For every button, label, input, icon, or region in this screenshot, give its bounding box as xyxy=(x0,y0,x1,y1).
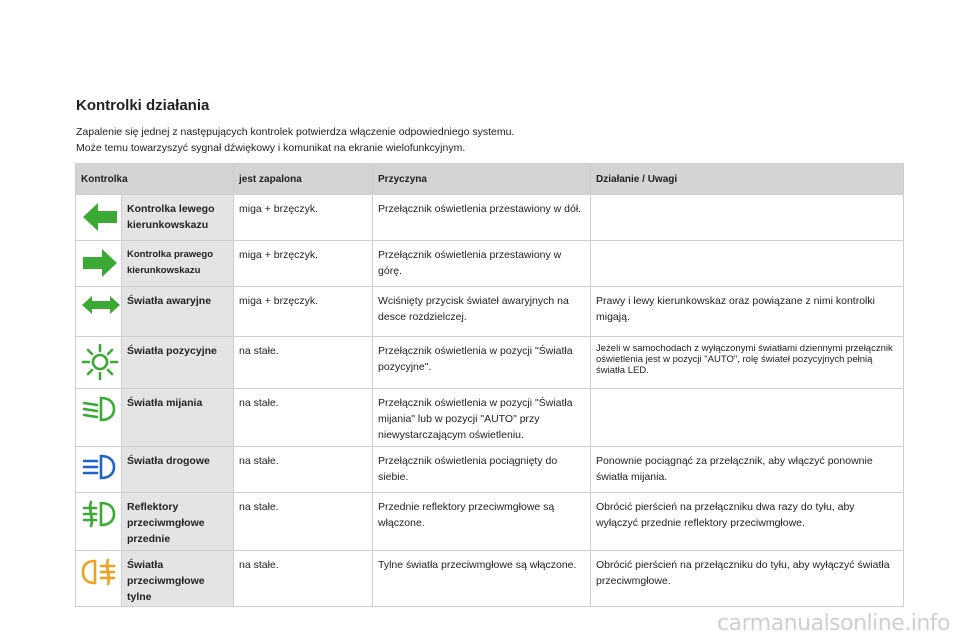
light-name: Światła mijania xyxy=(122,389,234,447)
table-row xyxy=(76,493,904,551)
light-cause: Tylne światła przeciwmgłowe są włączone. xyxy=(373,551,591,607)
left-turn-signal-icon xyxy=(76,195,122,241)
light-cause: Przednie reflektory przeciwmgłowe są włączone. xyxy=(373,493,591,551)
light-action: Prawy i lewy kierunkowskaz oraz powiązane z nimi kontrolki migają. xyxy=(591,287,904,337)
light-name: Światła pozycyjne xyxy=(122,337,234,389)
position-lights-icon xyxy=(76,337,122,389)
table-row xyxy=(76,241,904,287)
hazard-lights-icon-shape xyxy=(82,296,120,314)
header-action: Działanie / Uwagi xyxy=(591,164,904,195)
light-name: Kontrolka lewego kierunkowskazu xyxy=(122,195,234,241)
light-status: miga + brzęczyk. xyxy=(234,287,373,337)
light-action: Jeżeli w samochodach z wyłączonymi światłami dziennymi przełącznik oświetlenia jest w pozycji "AUTO", rolę świateł pozycyjnych pełnią światła LED. xyxy=(591,337,904,389)
light-cause: Przełącznik oświetlenia w pozycji "Światła pozycyjne". xyxy=(373,337,591,389)
light-cause: Wciśnięty przycisk świateł awaryjnych na desce rozdzielczej. xyxy=(373,287,591,337)
light-name: Światła przeciwmgłowe tylne xyxy=(122,551,234,607)
table-row xyxy=(76,447,904,493)
right-turn-signal-icon xyxy=(76,241,122,287)
intro-text xyxy=(76,124,514,156)
light-action xyxy=(591,389,904,447)
intro-line-1: Zapalenie się jednej z następujących kontrolek potwierdza włączenie odpowiedniego systemu. xyxy=(76,126,515,138)
header-cause: Przyczyna xyxy=(373,164,591,195)
table-row xyxy=(76,195,904,241)
light-action xyxy=(591,195,904,241)
table-row xyxy=(76,287,904,337)
warning-lights-table xyxy=(75,163,904,607)
rear-fog-lights-icon xyxy=(76,551,122,607)
light-action: Obrócić pierścień na przełączniku do tyłu, aby wyłączyć światła przeciwmgłowe. xyxy=(591,551,904,607)
table-row xyxy=(76,337,904,389)
table-row xyxy=(76,389,904,447)
header-kontrolka: Kontrolka xyxy=(76,164,234,195)
light-status: na stałe. xyxy=(234,389,373,447)
light-status: miga + brzęczyk. xyxy=(234,195,373,241)
light-action: Ponownie pociągnąć za przełącznik, aby włączyć ponownie światła mijania. xyxy=(591,447,904,493)
light-action xyxy=(591,241,904,287)
hazard-lights-icon xyxy=(76,287,122,337)
light-cause: Przełącznik oświetlenia pociągnięty do siebie. xyxy=(373,447,591,493)
light-name: Kontrolka prawego kierunkowskazu xyxy=(122,241,234,287)
intro-line-2: Może temu towarzyszyć sygnał dźwiękowy i komunikat na ekranie wielofunkcyjnym. xyxy=(76,142,466,154)
table-row xyxy=(76,551,904,607)
dipped-beam-icon xyxy=(76,389,122,447)
light-cause: Przełącznik oświetlenia przestawiony w dół. xyxy=(373,195,591,241)
light-name: Światła drogowe xyxy=(122,447,234,493)
header-status: jest zapalona xyxy=(234,164,373,195)
left-turn-signal-icon-shape xyxy=(83,203,117,231)
front-fog-lights-icon xyxy=(76,493,122,551)
light-status: na stałe. xyxy=(234,447,373,493)
light-cause: Przełącznik oświetlenia w pozycji "Światła mijania" lub w pozycji "AUTO" przy niewystarczającym oświetleniu. xyxy=(373,389,591,447)
footer-watermark: carmanualsonline.info xyxy=(717,611,950,636)
page-title: Kontrolki działania xyxy=(76,97,210,114)
light-cause: Przełącznik oświetlenia przestawiony w górę. xyxy=(373,241,591,287)
light-status: miga + brzęczyk. xyxy=(234,241,373,287)
light-status: na stałe. xyxy=(234,493,373,551)
light-action: Obrócić pierścień na przełączniku dwa razy do tyłu, aby wyłączyć przednie reflektory przeciwmgłowe. xyxy=(591,493,904,551)
light-name: Światła awaryjne xyxy=(122,287,234,337)
right-turn-signal-icon-shape xyxy=(83,249,117,277)
light-status: na stałe. xyxy=(234,337,373,389)
main-beam-icon xyxy=(76,447,122,493)
light-name: Reflektory przeciwmgłowe przednie xyxy=(122,493,234,551)
table-header-row xyxy=(76,164,904,195)
light-status: na stałe. xyxy=(234,551,373,607)
